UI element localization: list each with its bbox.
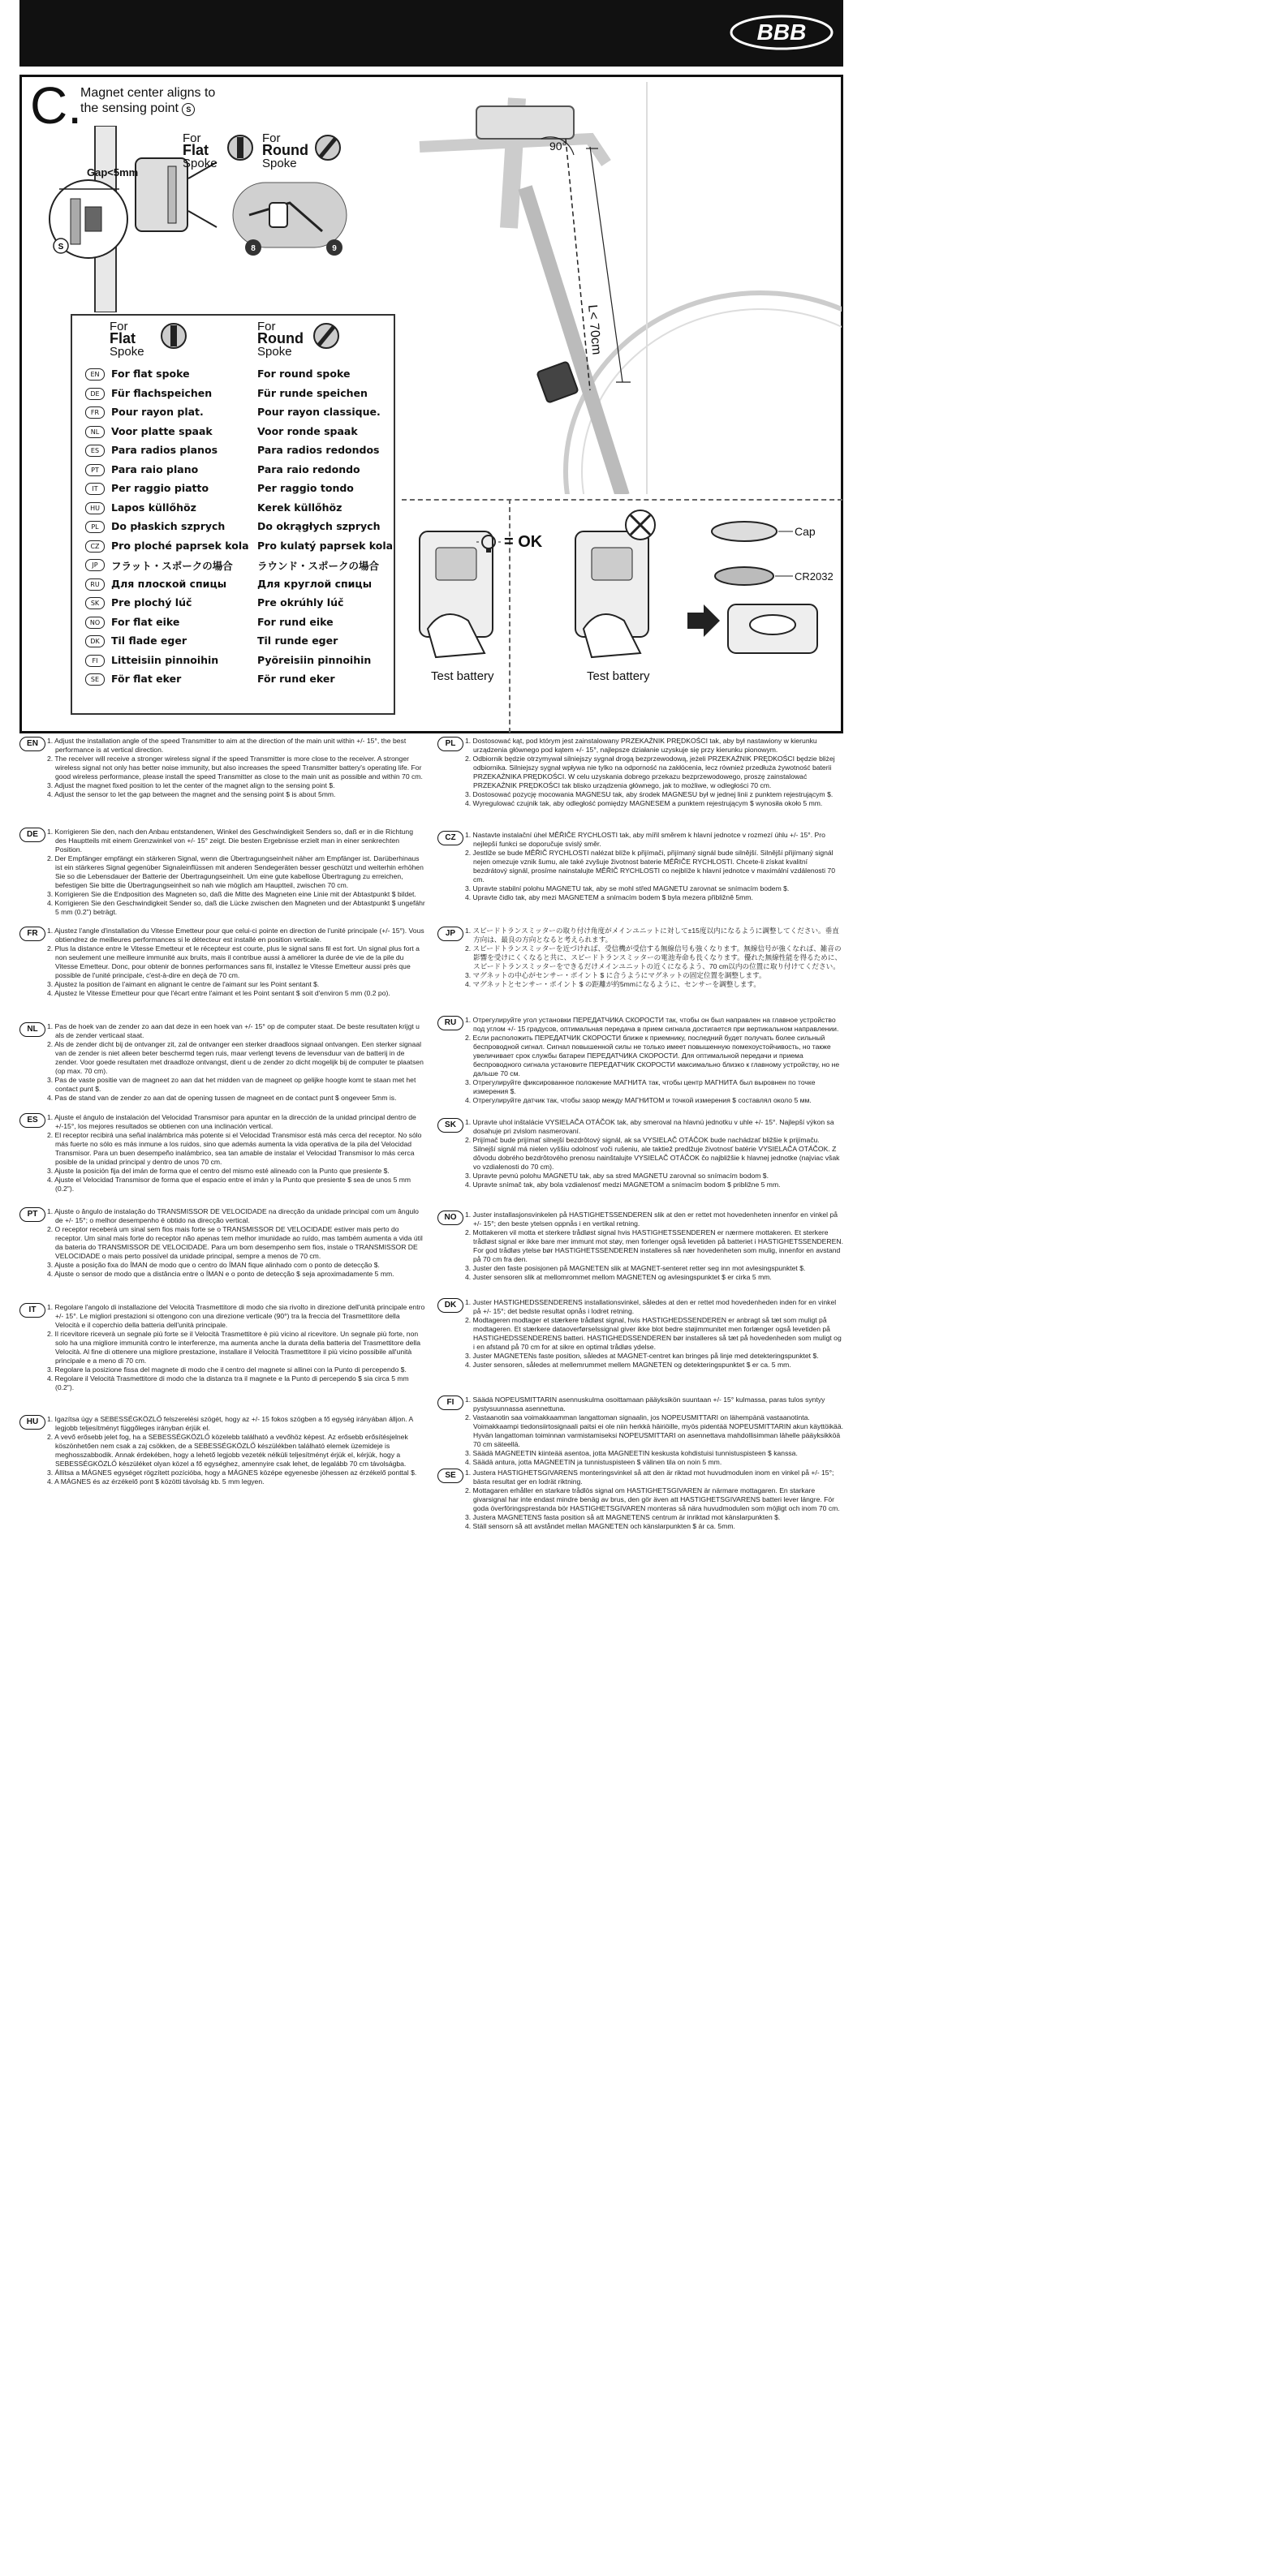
instruction-step: 4. A MÁGNES és az érzékelő pont $ közötti távolság kb. 5 mm legyen. — [47, 1477, 265, 1486]
logo-text: BBB — [756, 19, 807, 45]
flat-spoke-text: Do płaskich szprych — [111, 520, 226, 532]
legend-row-sk — [72, 595, 394, 614]
spoke-type-legend — [71, 314, 395, 715]
legend-round-spoke-icon — [312, 322, 340, 350]
legend-row-ru — [72, 576, 394, 596]
instruction-step: 4. Korrigieren Sie den Geschwindigkeit Sender so, daß die Lücke zwischen den Magneten und der Abtastpunkt $ ungefähr 5 mm (0.2") beträgt. — [47, 899, 425, 916]
instruction-step: 3. Ajuste a posição fixa do ÍMAN de modo que o centro do ÍMAN fique alinhado com o ponto de detecção $. — [47, 1261, 380, 1269]
instruction-step: 2. Odbiornik będzie otrzymywał silniejszy sygnał drogą bezprzewodową, jeżeli PRZEKAŹNIK PRĘDKOŚCI będzie bliżej odbiornika. Silniejszy sygnał wpływa nie tylko na odporność na zakłócenia, lecz również przedłuża żywotność baterii PRZEKAŹNIKA PRĘDKOŚCI. W celu uzyskania dobrego przekazu bezprzewodowego, proszę zainstalować PRZEKAŹNIK PRĘDKOŚCI tak blisko urządzenia głównego, jak to możliwe, w odległości 70 cm. — [465, 755, 835, 789]
legend-row-pl — [72, 518, 394, 538]
instruction-step: 3. マグネットの中心がセンサー・ポイント $ に合うようにマグネットの固定位置を調整します。 — [465, 971, 766, 979]
language-code-badge: HU — [85, 502, 105, 514]
legend-row-en — [72, 366, 394, 385]
language-code-badge: EN — [85, 368, 105, 381]
instruction-step: 2. スピードトランスミッターを近づければ、受信機が受信する無線信号も強くなります。無線信号が強くなれば、雑音の影響を受けにくくなると共に、スピードトランスミッターの電池寿命も長くなります。優れた無線性能を得るために、スピードトランスミッターをできるだけメインユニットの近くになるよう、70 cm以内の位置に取り付けてください。 — [465, 944, 842, 970]
instruction-step: 3. Juster MAGNETENs faste position, således at MAGNET-centret kan bringes på linje med detekteringspunktet $. — [465, 1352, 819, 1360]
divider-horizontal — [402, 499, 842, 501]
round-spoke-text: Для круглой спицы — [257, 577, 373, 590]
bicycle-fork-drawing — [403, 82, 842, 494]
instruction-step: 4. Ajustez le Vitesse Emetteur pour que l'écart entre l'aimant et les Point sentant $ soit d'environ 5 mm (0.2 po). — [47, 989, 390, 997]
installation-figure — [19, 75, 843, 733]
language-code-badge: SE — [437, 1469, 463, 1483]
legend-row-it — [72, 480, 394, 500]
instruction-step: 1. Nastavte instalační úhel MĚŘIČE RYCHLOSTI tak, aby mířil směrem k hlavní jednotce v rozmezí úhlu +/- 15°. Pro nejlepší funkci se doporučuje svislý směr. — [465, 831, 825, 848]
round-spoke-text: Per raggio tondo — [257, 482, 354, 494]
round-spoke-text: Kerek küllőhöz — [257, 501, 342, 514]
instruction-step: 2. A vevő erősebb jelet fog, ha a SEBESSÉGKÖZLŐ közelebb található a vevőhöz képest. Az erősebb erősítésjelnek köszönhetően nem csak a zaj csökken, de a SEBESSÉGKÖZLŐ készülékben található elemek üzemideje is meghosszabbodik. Annak érdekében, hogy a lehető legjobb vezeték nélküli teljesítményt érjük el, kérjük, hogy a SEBESSÉGKÖZLŐ készüléket olyan közel a fő egységhez, amennyire csak lehet, de legalább 70 cm távolságba. — [47, 1433, 408, 1468]
round-spoke-label: For Round Spoke — [262, 131, 308, 170]
instruction-step: 3. Ajustez la position de l'aimant en alignant le centre de l'aimant sur les Point sentant $. — [47, 980, 320, 988]
instruction-step: 4. Juster sensoren, således at mellemrummet mellem MAGNETEN og detekteringspunktet $ er ca. 5 mm. — [465, 1361, 791, 1369]
flat-spoke-text: Litteisiin pinnoihin — [111, 653, 219, 666]
instruction-step: 4. マグネットとセンサー・ポイント $ の距離が約5mmになるように、センサーを調整します。 — [465, 980, 760, 988]
language-code-badge: DE — [19, 828, 45, 842]
instruction-step: 1. Ajuste o ângulo de instalação do TRANSMISSOR DE VELOCIDADE na direcção da unidade principal com um ângulo de +/- 15°; o melhor desempenho é obtido na direcção vertical. — [47, 1207, 419, 1224]
header-bar — [19, 0, 843, 67]
round-spoke-text: Pre okrúhly lúč — [257, 596, 344, 609]
battery-replace-drawing — [687, 515, 834, 677]
battery-test-ok-drawing — [411, 507, 501, 661]
legend-flat-header: For Flat Spoke — [110, 320, 144, 359]
instruction-step: 2. Vastaanotin saa voimakkaamman langattoman signaalin, jos NOPEUSMITTARI on lähempänä vastaanotinta. Voimakkaampi tiedonsiirtosignaali paitsi ei ole niin herkkä häiriöille, myös pidentää NOPEUSMITTARIN akun käyttöikää. Hyvän langattoman toiminnan varmistamiseksi NOPEUSMITTARI on asennettava mahdollisimman lähelle pääyksikköä 70 cm säteellä. — [465, 1413, 843, 1448]
instruction-step: 3. Säädä MAGNEETIN kiinteää asentoa, jotta MAGNEETIN keskusta kohdistuisi tunnistuspisteen $ kanssa. — [465, 1449, 798, 1457]
instruction-step: 1. Pas de hoek van de zender zo aan dat deze in een hoek van +/- 15° op de computer staat. De beste resultaten krijgt u als de zender verticaal staat. — [47, 1022, 420, 1039]
instruction-step: 2. Если расположить ПЕРЕДАТЧИК СКОРОСТИ ближе к приемнику, последний будет получать более сильный беспроводной сигнал. Сигнал повышенной силы не только имеет повышенную помехоустойчивость, но также увеличивает срок службы батареи ПЕРЕДАТЧИКА СКОРОСТИ. Для оптимальной передачи и приема беспроводного сигнала установите ПЕРЕДАТЧИК СКОРОСТИ максимально близко к главному устройству, но не дальше 70 см. — [465, 1034, 840, 1077]
flat-spoke-text: Para radios planos — [111, 444, 218, 456]
instruction-step: 2. Il ricevitore riceverà un segnale più forte se il Velocità Trasmettitore è più vicino al ricevitore. Un segnale più forte, non solo ha una migliore immunità contro le interferenze, ma aumenta anche la durata della batteria del Trasmettitore della Velocità. Al fine di ottenere una migliore prestazione, installare il Velocità Trasmettitore il più vicino possibile all'unità principale e a meno di 70 cm. — [47, 1330, 420, 1365]
legend-round-header: For Round Spoke — [257, 320, 304, 359]
instruction-step: 2. Jestliže se bude MĚŘIČ RYCHLOSTI nalézat blíže k přijímači, přijímaný signál bude silnější. Silnější přijímaný signál nejen omezuje vznik šumu, ale také zvyšuje životnost baterie MĚŘIČE RYCHLOSTI. Chcete-li získat kvalitní bezdrátový signál, prosíme nainstalujte MĚŘIČ RYCHLOSTI co nejblíže k hlavní jednotce v maximální vzdálenosti 70 cm. — [465, 849, 835, 884]
flat-spoke-text: Lapos küllőhöz — [111, 501, 196, 514]
round-spoke-text: Für runde speichen — [257, 386, 368, 399]
instruction-step: 4. Upravte čidlo tak, aby mezi MAGNETEM a snímacím bodem $ byla mezera přibližně 5mm. — [465, 893, 753, 901]
angle-label: 90° — [549, 140, 567, 153]
instruction-step: 4. Wyregulować czujnik tak, aby odległość pomiędzy MAGNESEM a punktem rejestrującym $ wynosiła około 5 mm. — [465, 799, 823, 807]
instruction-step: 2. The receiver will receive a stronger wireless signal if the speed Transmitter is more close to the receiver. A stronger wireless signal not only has better noise immunity, but also increases the speed Transmitter battery's operating life. For good wireless performance, please install the speed Transmitter as close to the main unit as possible and within 70 cm. — [47, 755, 423, 781]
language-code-badge: PT — [85, 464, 105, 476]
test-battery-label-ok: Test battery — [431, 669, 494, 683]
instruction-step: 2. Plus la distance entre le Vitesse Emetteur et le récepteur est courte, plus le signal sans fil est fort. Un signal plus fort a non seulement une meilleure immunité aux bruits, mais il contribue aussi à améliorer la durée de vie de la pile du Vitesse Emetteur. Donc, pour obtenir de bonnes performances sans fil, installez le Vitesse Emetteur aussi près que possible de l'unité principale, c'est-à-dire en deçà de 70 cm. — [47, 944, 420, 979]
instruction-step: 4. Pas de stand van de zender zo aan dat de opening tussen de magneet en de contact punt $ ongeveer 5mm is. — [47, 1094, 397, 1102]
flat-spoke-text: Для плоской спицы — [111, 577, 227, 590]
language-code-badge: PT — [19, 1207, 45, 1222]
instruction-step: 3. Juster den faste posisjonen på MAGNETEN slik at MAGNET-senteret retter seg inn mot avlesingspunktet $. — [465, 1264, 806, 1272]
instruction-step: 2. El receptor recibirá una señal inalámbrica más potente si el Velocidad Transmisor está más cerca del receptor. No sólo más fuerte no sólo es más inmune a los ruidos, sino que además aumenta la vida operativa de la pila del Velocidad Transmisor. Para un buen desempeño inalámbrico, sea tan amable de instalar el Velocidad Transmisor lo más cerca posible de la unidad principal y dentro de unos 70 cm. — [47, 1131, 422, 1166]
instruction-step: 4. Отрегулируйте датчик так, чтобы зазор между МАГНИТОМ и точкой измерения $ составлял около 5 мм. — [465, 1096, 812, 1104]
svg-text:9: 9 — [332, 244, 337, 253]
instruction-step: 4. Säädä antura, jotta MAGNEETIN ja tunnistuspisteen $ välinen tila on noin 5 mm. — [465, 1458, 722, 1466]
instruction-step: 4. Juster sensoren slik at mellomrommet mellom MAGNETEN og avlesingspunktet $ er cirka 5 mm. — [465, 1273, 772, 1281]
instruction-step: 1. Korrigieren Sie den, nach den Anbau entstandenen, Winkel des Geschwindigkeit Senders so, daß er in die Richtung des Hauptteils mit einem Grenzwinkel von +/- 15° zeigt. Die besten Ergebnisse erzielt man in einer senkrechten Position. — [47, 828, 413, 854]
instruction-step: 3. Ajuste la posición fija del imán de forma que el centro del mismo esté alineado con la Punto que presiente $. — [47, 1167, 390, 1175]
instruction-step: 3. Adjust the magnet fixed position to let the center of the magnet align to the sensing point $. — [47, 781, 335, 789]
instruction-step: 4. Ajuste o sensor de modo que a distância entre o ÍMAN e o ponto de detecção $ seja aproximadamente 5 mm. — [47, 1270, 394, 1278]
legend-row-nl — [72, 424, 394, 443]
instruction-step: 3. Upravte stabilní polohu MAGNETU tak, aby se mohl střed MAGNETU zarovnat se snímacím bodem $. — [465, 884, 790, 892]
language-code-badge: NO — [85, 617, 105, 629]
instruction-step: 2. O receptor receberá um sinal sem fios mais forte se o TRANSMISSOR DE VELOCIDADE estiver mais perto do receptor. Um sinal mais forte do receptor não apenas tem melhor imunidade ao ruído, mas também aumenta a vida útil da bateria do TRANSMISSOR DE VELOCIDADE. Para um bom desempenho sem fios, instale o TRANSMISSOR DE VELOCIDADE o mais perto possível da unidade principal, sempre a menos de 70 cm. — [47, 1225, 423, 1260]
language-code-badge: RU — [85, 578, 105, 591]
flat-spoke-text: Pre plochý lúč — [111, 596, 192, 609]
round-spoke-text: Voor ronde spaak — [257, 424, 358, 437]
language-code-badge: DK — [437, 1298, 463, 1313]
instruction-step: 3. Állítsa a MÁGNES egységet rögzített pozícióba, hogy a MÁGNES középe egyenesbe jöhessen az érzékelő ponttal $. — [47, 1469, 417, 1477]
svg-text:S: S — [58, 243, 64, 252]
language-code-badge: FI — [85, 655, 105, 667]
language-code-badge: DK — [85, 635, 105, 647]
flat-spoke-text: For flat eike — [111, 615, 180, 628]
round-spoke-text: For rund eike — [257, 615, 334, 628]
flat-spoke-icon — [226, 134, 254, 161]
round-spoke-text: Til runde eger — [257, 634, 338, 647]
instruction-step: 3. Korrigieren Sie die Endposition des Magneten so, daß die Mitte des Magneten eine Linie mit der Abtastpunkt $ bildet. — [47, 890, 416, 898]
round-spoke-icon — [314, 134, 342, 161]
legend-row-es — [72, 442, 394, 462]
instruction-step: 1. Ajustez l'angle d'installation du Vitesse Emetteur pour que celui-ci pointe en direction de l'unité principale (+/- 15°). Vous obtiendrez de meilleures performances si le détecteur est installé en position verticale. — [47, 927, 424, 944]
language-code-badge: IT — [85, 483, 105, 495]
instruction-step: 1. Adjust the installation angle of the speed Transmitter to aim at the direction of the main unit within +/- 15°, the best performance is at vertical direction. — [47, 737, 407, 754]
instruction-step: 3. Pas de vaste positie van de magneet zo aan dat het midden van de magneet op gelijke hoogte komt te staan met het contact punt $. — [47, 1076, 416, 1093]
round-spoke-text: Pour rayon classique. — [257, 406, 381, 418]
round-spoke-text: ラウンド・スポークの場合 — [257, 560, 380, 572]
instruction-step: 2. Der Empfänger empfängt ein stärkeren Signal, wenn die Übertragungseinheit näher am Empfänger ist. Darüberhinaus ist ein stärkeres Signal gegenüber Signaleinflüssen mit anderen Sendegeräten besser geschützt und weiterhin erhöhen Sie so die Lebensdauer der Batterie der Übertragungseinheit. Um eine gute kabellose Übertragung zu erreichen, befestigen Sie bitte die Übertragungseinheit so nah wie möglich am Hauptteil, zwischen 70 cm. — [47, 854, 424, 889]
length-label: L< 70cm — [585, 303, 604, 355]
language-code-badge: JP — [437, 927, 463, 941]
legend-row-de — [72, 385, 394, 405]
instruction-step: 1. Justera HASTIGHETSGIVARENS monteringsvinkel så att den är riktad mot huvudmodulen inom en vinkel på +/- 15°; bästa resultat ger en lodrät riktning. — [465, 1469, 834, 1486]
language-code-badge: CZ — [437, 831, 463, 845]
figure-letter: C. — [30, 76, 82, 135]
instruction-step: 1. Dostosować kąt, pod którym jest zainstalowany PRZEKAŹNIK PRĘDKOŚCI tak, aby był nastawiony w kierunku urządzenia głównego pod kątem +/- 15°, najlepsze działanie uzyskuje się przy kierunku pionowym. — [465, 737, 817, 754]
instruction-step: 4. Adjust the sensor to let the gap between the magnet and the sensing point $ is about 5mm. — [47, 790, 336, 798]
flat-spoke-text: Para raio plano — [111, 462, 199, 475]
flat-spoke-text: Für flachspeichen — [111, 386, 213, 399]
instruction-step: 1. Juster installasjonsvinkelen på HASTIGHETSSENDEREN slik at den er rettet mot hovedenheten innenfor en vinkel på +/- 15°; den beste ytelsen oppnås i en vertikal retning. — [465, 1211, 838, 1228]
instruction-step: 1. Ajuste el ángulo de instalación del Velocidad Transmisor para apuntar en la dirección de la unidad principal dentro de +/-15°, los mejores resultados se obtienen con una inclinación vertical. — [47, 1113, 416, 1130]
round-spoke-text: For round spoke — [257, 368, 351, 380]
flat-spoke-text: Til flade eger — [111, 634, 187, 647]
bulb-icon — [476, 531, 501, 556]
figure-caption: Magnet center aligns to the sensing point S — [80, 86, 216, 115]
flat-spoke-label: For Flat Spoke — [183, 131, 218, 170]
language-code-badge: NL — [85, 426, 105, 438]
flat-spoke-text: För flat eker — [111, 673, 182, 685]
language-code-badge: NO — [437, 1211, 463, 1225]
legend-row-se — [72, 671, 394, 690]
legend-rows — [72, 366, 394, 690]
instruction-step: 3. Upravte pevnú polohu MAGNETU tak, aby sa stred MAGNETU zarovnal so snímacím bodom $. — [465, 1172, 769, 1180]
flat-spoke-text: Pro ploché paprsek kola — [111, 539, 249, 552]
language-code-badge: FR — [85, 406, 105, 419]
legend-row-fr — [72, 404, 394, 424]
language-code-badge: PL — [85, 521, 105, 533]
test-battery-label-fail: Test battery — [587, 669, 650, 683]
language-code-badge: PL — [437, 737, 463, 751]
round-spoke-text: Para raio redondo — [257, 462, 360, 475]
gap-label: Gap<5mm — [87, 166, 139, 178]
round-spoke-text: Do okrągłych szprych — [257, 520, 381, 532]
language-code-badge: SE — [85, 673, 105, 686]
legend-row-no — [72, 614, 394, 634]
instruction-step: 2. Prijímač bude prijímať silnejší bezdrôtový signál, ak sa VYSIELAČ OTÁČOK bude nachádzať bližšie k prijímaču. Silnejší signál má nielen vyššiu odolnosť voči rušeniu, ale taktiež predlžuje životnosť batérie VYSIELAČA OTÁČOK. Z dôvodu dobrého bezdrôtového prenosu nainštalujte VYSIELAČ OTÁČOK čo najbližšie k hlavnej jednotke (najviac však vo vzdialenosti do 70 cm). — [465, 1136, 840, 1171]
instruction-step: 2. Als de zender dicht bij de ontvanger zit, zal de ontvanger een sterker draadloos signaal ontvangen. Een sterker signaal van de zender is niet alleen beter beschermd tegen ruis, maar verlengt tevens de levensduur van de batterij in de zender. Voor goede resultaten met draadloze ontvangst, dient u de zender zo dicht mogelijk bij de computer te plaatsen (op max. 70 cm). — [47, 1040, 424, 1075]
legend-row-dk — [72, 633, 394, 652]
instruction-step: 3. Justera MAGNETENS fasta position så att MAGNETENS centrum är inriktad mot känslarpunkten $. — [465, 1513, 781, 1521]
flat-spoke-text: Voor platte spaak — [111, 424, 213, 437]
language-code-badge: ES — [85, 445, 105, 457]
legend-row-fi — [72, 652, 394, 672]
instruction-step: 2. Modtageren modtager et stærkere trådløst signal, hvis HASTIGHEDSSENDEREN er anbragt så tæt som muligt på modtageren. Et stærkere dataoverførselssignal giver ikke blot bedre støjimmunitet men forlænger også levetiden på HASTIGHEDSSENDERENS batteri. HASTIGHEDSSENDEREN bør installeres så tæt på hovedenheden som muligt og i en afstand på 70 cm for at sikre en optimal trådløs ydelse. — [465, 1316, 842, 1351]
bbb-logo — [728, 13, 835, 52]
instruction-step: 4. Regolare il Velocità Trasmettitore di modo che la distanza tra il magnete e la Punto di percependo $ sia circa 5 mm (0.2"). — [47, 1374, 409, 1391]
legend-row-hu — [72, 500, 394, 519]
legend-row-jp — [72, 557, 394, 576]
language-code-badge: NL — [19, 1022, 45, 1037]
instruction-step: 2. Mottakeren vil motta et sterkere trådløst signal hvis HASTIGHETSSENDEREN er nærmere mottakeren. Et sterkere trådløst signal er ikke bare mer immunt mot støy, men forlenger også levetiden på batteriet i HASTIGHETSSENDEREN. For god trådløs ytelse bør HASTIGHETSSENDEREN installeres så nær hovedenheten som mulig, innenfor en avstand på 70 cm fra den. — [465, 1228, 843, 1263]
instruction-step: 3. Отрегулируйте фиксированное положение МАГНИТА так, чтобы центр МАГНИТА был выровнен по точке измерения $. — [465, 1078, 816, 1095]
round-spoke-text: Para radios redondos — [257, 444, 380, 456]
instruction-step: 1. スピードトランスミッターの取り付け角度がメインユニットに対して±15度以内になるように調整してください。垂直方向は、最良の方向となると考えられます。 — [465, 927, 839, 944]
flat-spoke-text: For flat spoke — [111, 368, 190, 380]
language-code-badge: FR — [19, 927, 45, 941]
round-spoke-text: För rund eker — [257, 673, 335, 685]
instruction-step: 4. Ställ sensorn så att avståndet mellan MAGNETEN och känslarpunkten $ är ca. 5mm. — [465, 1522, 735, 1530]
language-code-badge: FI — [437, 1396, 463, 1410]
battery-test-fail-drawing — [567, 507, 665, 661]
language-code-badge: JP — [85, 559, 105, 571]
instruction-step: 3. Regolare la posizione fissa del magnete di modo che il centro del magnete si allinei con la Punto di percependo $. — [47, 1365, 407, 1374]
ok-label: = OK — [504, 533, 543, 551]
round-spoke-text: Pyöreisiin pinnoihin — [257, 653, 372, 666]
legend-row-cz — [72, 538, 394, 557]
language-code-badge: SK — [85, 597, 105, 609]
legend-row-pt — [72, 462, 394, 481]
round-spoke-text: Pro kulatý paprsek kola — [257, 539, 394, 552]
svg-text:8: 8 — [251, 244, 256, 253]
instruction-step: 3. Dostosować pozycję mocowania MAGNESU tak, aby środek MAGNESU był w jednej linii z punktem rejestrującym $. — [465, 790, 834, 798]
legend-flat-spoke-icon — [160, 322, 187, 350]
language-code-badge: ES — [19, 1113, 45, 1128]
flat-spoke-text: フラット・スポークの場合 — [111, 560, 233, 572]
language-code-badge: CZ — [85, 540, 105, 553]
instruction-step: 1. Upravte uhol inštalácie VYSIELAČA OTÁČOK tak, aby smeroval na hlavnú jednotku v uhle +/- 15°. Najlepší výkon sa dosahuje pri zvislom nasmerovaní. — [465, 1118, 834, 1135]
battery-model-label: CR2032 — [795, 570, 834, 583]
instruction-step: 1. Juster HASTIGHEDSSENDERENS installationsvinkel, således at den er rettet mod hovedenheden inden for en vinkel på +/- 15°; det bedste resultat opnås i lodret retning. — [465, 1298, 837, 1315]
cap-label: Cap — [795, 525, 816, 538]
language-code-badge: EN — [19, 737, 45, 751]
instruction-step: 1. Regolare l'angolo di installazione del Velocità Trasmettitore di modo che sia rivolto in direzione dell'unità principale entro +/- 15°. Le migliori prestazioni si ottengono con una direzione verticale (90°) tra la freccia del Trasmettitore della Velocità e il coperchio della batteria dell'unità principale. — [47, 1303, 425, 1329]
language-code-badge: HU — [19, 1415, 45, 1430]
instruction-step: 4. Ajuste el Velocidad Transmisor de forma que el espacio entre el imán y la Punto que presiente $ sea de unos 5 mm (0.2"). — [47, 1176, 411, 1193]
flat-spoke-text: Pour rayon plat. — [111, 406, 204, 418]
instruction-step: 1. Отрегулируйте угол установки ПЕРЕДАТЧИКА СКОРОСТИ так, чтобы он был направлен на главное устройство под углом +/- 15 градусов, оптимальная передача в прием сигнала достигается при вертикальном направлении. — [465, 1016, 839, 1033]
language-code-badge: SK — [437, 1118, 463, 1133]
flat-spoke-text: Per raggio piatto — [111, 482, 209, 494]
language-code-badge: RU — [437, 1016, 463, 1030]
sensing-point-icon: S — [182, 103, 195, 116]
language-code-badge: DE — [85, 388, 105, 400]
instruction-step: 1. Igazítsa úgy a SEBESSÉGKÖZLŐ felszerelési szögét, hogy az +/- 15 fokos szögben a fő egység irányában álljon. A legjobb teljesítményt függőleges irányban érjük el. — [47, 1415, 413, 1432]
instruction-step: 1. Säädä NOPEUSMITTARIN asennuskulma osoittamaan pääyksikön suuntaan +/- 15° kulmassa, paras tulos syntyy pystysuunnassa asennettuna. — [465, 1396, 825, 1413]
instruction-step: 2. Mottagaren erhåller en starkare trådlös signal om HASTIGHETSGIVAREN är närmare mottagaren. En starkare givarsignal har inte endast mindre benäg av brus, den gör även att HASTIGHETSGIVARENS batteri lever längre. För goda överföringsprestanda bör HASTIGHETSGIVAREN monteras så nära huvudmodulen som möjligt och inom 70 cm. — [465, 1486, 840, 1512]
language-code-badge: IT — [19, 1303, 45, 1318]
instruction-step: 4. Upravte snímač tak, aby bola vzdialenosť medzi MAGNETOM a snímacím bodom $ približne 5 mm. — [465, 1180, 781, 1189]
